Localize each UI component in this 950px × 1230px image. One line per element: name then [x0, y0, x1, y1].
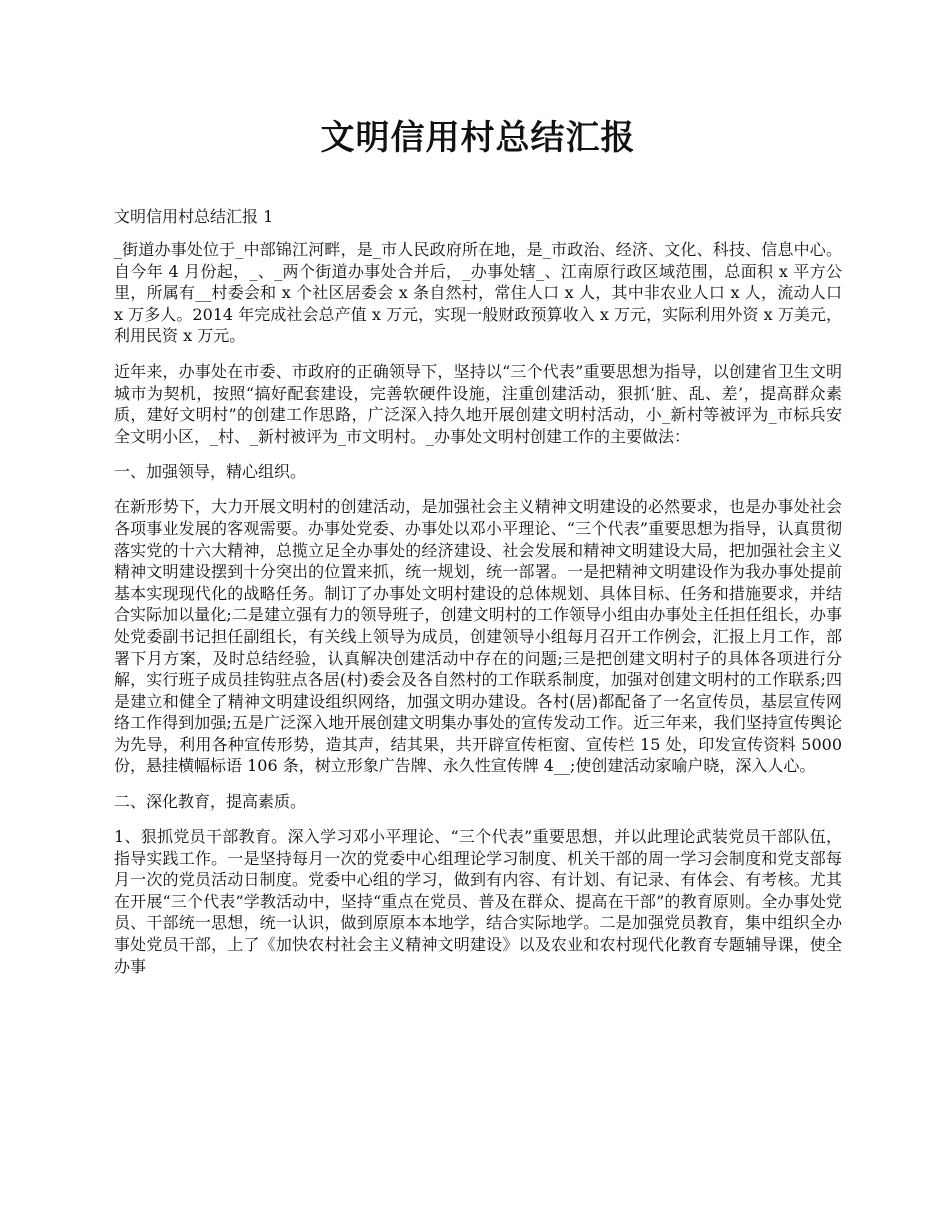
paragraph-section-2: 1、狠抓党员干部教育。深入学习邓小平理论、“三个代表”重要思想，并以此理论武装党员干部队伍，指导实践工作。一是坚持每月一次的党委中心组理论学习制度、机关干部的周一学习会制度和党支部每月一次的党员活动日制度。党委中心组的学习，做到有内容、有计划、有记录、有体会、有考核。尤其在开展“三个代表”学教活动中，坚持“重点在党员、普及在群众、提高在干部”的教育原则。全办事处党员、干部统一思想，统一认识，做到原原本本地学，结合实际地学。二是加强党员教育，集中组织全办事处党员干部，上了《加快农村社会主义精神文明建设》以及农业和农村现代化教育专题辅导课，使全办事	[114, 827, 842, 976]
document-subtitle: 文明信用村总结汇报 1	[114, 207, 274, 226]
section-heading-2: 二、深化教育，提高素质。	[114, 792, 307, 812]
document-title: 文明信用村总结汇报	[320, 118, 636, 158]
paragraph-intro: _街道办事处位于_中部锦江河畔，是_市人民政府所在地，是_市政治、经济、文化、科技、信息中心。自今年 4 月份起，_、_两个街道办事处合并后，_办事处辖_、江南原行政区域范围，总面积 x 平方公里，所属有__村委会和 x 个社区居委会 x 条自然村，常住人口 x 人，其中非农业人口 x 人，流动人口 x 万多人。2014 年完成社会总产值 x 万元，实现一般财政预算收入 x 万元，实际利用外资 x 万美元，利用民资 x 万元。	[114, 240, 842, 346]
paragraph-section-1: 在新形势下，大力开展文明村的创建活动，是加强社会主义精神文明建设的必然要求，也是办事处社会各项事业发展的客观需要。办事处党委、办事处以邓小平理论、“三个代表”重要思想为指导，认真贯彻落实党的十六大精神，总揽立足全办事处的经济建设、社会发展和精神文明建设大局，把加强社会主义精神文明建设摆到十分突出的位置来抓，统一规划，统一部署。一是把精神文明建设作为我办事处提前基本实现现代化的战略任务。制订了办事处文明村建设的总体规划、具体目标、任务和措施要求，并结合实际加以量化;二是建立强有力的领导班子，创建文明村的工作领导小组由办事处主任担任组长，办事处党委副书记担任副组长，有关线上领导为成员，创建领导小组每月召开工作例会，汇报上月工作，部署下月方案，及时总结经验，认真解决创建活动中存在的问题;三是把创建文明村子的具体各项进行分解，实行班子成员挂钩驻点各居(村)委会及各自然村的工作联系制度，加强对创建文明村的工作联系;四是建立和健全了精神文明建设组织网络，加强文明办建设。各村(居)都配备了一名宣传员，基层宣传网络工作得到加强;五是广泛深入地开展创建文明集办事处的宣传发动工作。近三年来，我们坚持宣传舆论为先导，利用各种宣传形势，造其声，结其果，共开辟宣传柜窗、宣传栏 15 处，印发宣传资料 5000 份，悬挂横幅标语 106 条，树立形象广告牌、永久性宣传牌 4__;使创建活动家喻户晓，深入人心。	[114, 497, 842, 776]
section-heading-1: 一、加强领导，精心组织。	[114, 462, 307, 482]
document-page	[114, 110, 842, 991]
paragraph-overview: 近年来，办事处在市委、市政府的正确领导下，坚持以“三个代表”重要思想为指导，以创建省卫生文明城市为契机，按照“搞好配套建设，完善软硬件设施，注重创建活动，狠抓‘脏、乱、差’，提高群众素质，建好文明村”的创建工作思路，广泛深入持久地开展创建文明村活动，小_新村等被评为_市标兵安全文明小区，_村、_新村被评为_市文明村。_办事处文明村创建工作的主要做法：	[114, 361, 842, 446]
